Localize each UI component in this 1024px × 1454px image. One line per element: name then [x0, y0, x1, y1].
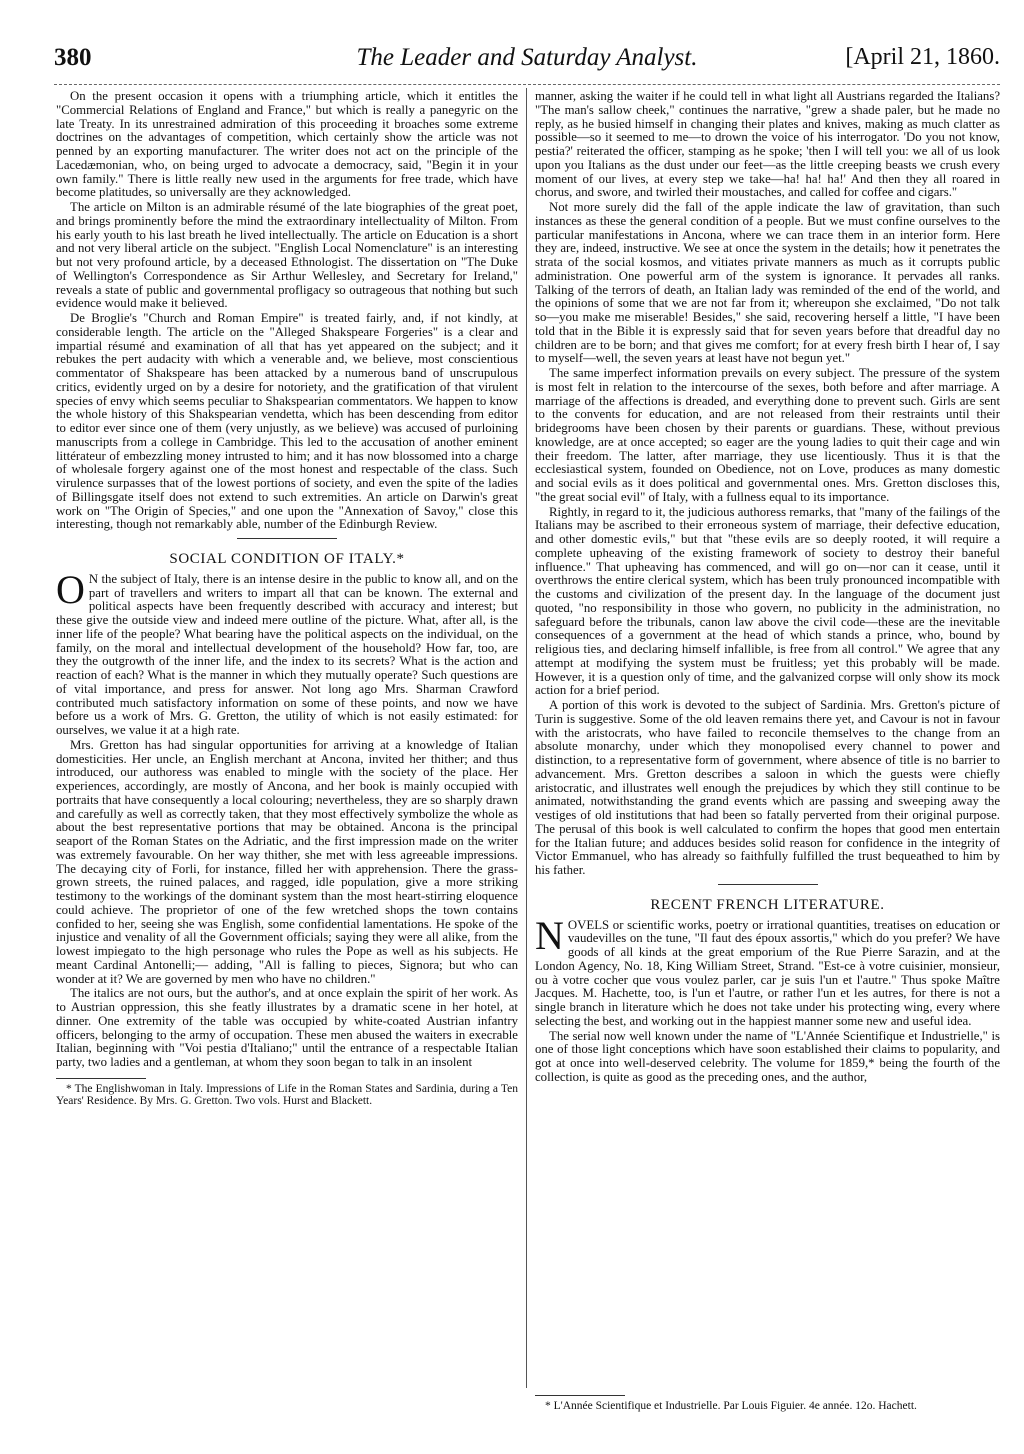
french-heading: RECENT FRENCH LITERATURE. [650, 896, 885, 913]
issue-date: [April 21, 1860. [845, 44, 1000, 70]
italy-paragraph: Mrs. Gretton has had singular opportunities for arriving at a knowledge of Italian domesticities. Her uncle, an English merchant at Ancona, invited her thither; and thus introduced, our authoress was enabled to mingle with the society of the place. Her experiences, accordingly, are mostly of Ancona, and her book is mainly occupied with portraits that have consequently a local colouring; nevertheless, they are so sharply drawn and carefully as well as correctly taken, that they most effectively symbolize the whole as about the best representative portions that may be obtained. Ancona is the principal seaport of the Roman States on the Adriatic, and the first impression made on the writer was extremely favourable. On her way thither, she met with less agreeable impressions. The decaying city of Forli, for instance, filled her with apprehension. There the grass-grown streets, the ruined palaces, and ragged, idle population, give a more striking testimony to the workings of the dominant system than the most heart-stirring eloquence could achieve. The proprietor of one of the few wretched shops the town contains confided to her, seeing she was English, some confidential lamentations. He spoke of the injustice and venality of all the Government officials; saying they were all alike, from the lowest impiegato to the high personage who rules the Pope as well as his subjects. He meant Cardinal Antonelli;— adding, "All is falling to pieces, Signora; but who can wonder at it? We are governed by men who have no children." [56, 737, 518, 986]
italy-paragraph: The same imperfect information prevails on every subject. The pressure of the system is most felt in relation to the intercourse of the sexes, both before and after marriage. A marriage of the affections is dreaded, and everything done to prevent such. Girls are sent to the convents for education, and are not released from their restraints until their bridegrooms have been chosen by their parents or guardians. These, without previous knowledge, are at once accepted; so eager are the young ladies to quit their cage and win their freedom. The latter, after marriage, they use licentiously. Thus it is that the ecclesiastical system, founded on Obedience, not on Love, produces as many domestic and social evils as it does political and governmental ones. Mrs. Gretton discloses this, "the great social evil" of Italy, with a fullness equal to its importance. [535, 366, 1000, 504]
italy-heading: SOCIAL CONDITION OF ITALY.* [169, 551, 405, 567]
italy-first-paragraph [56, 566, 518, 738]
section-rule [718, 884, 818, 885]
footnote-rule [535, 1395, 625, 1396]
footnote: * L'Année Scientifique et Industrielle. Par Louis Figuier. 4e année. 12o. Hachett. [545, 1400, 917, 1412]
french-paragraph: The serial now well known under the name of "L'Année Scientifique et Industrielle," is one of those light conceptions which have soon established their claims to popularity, and got at once into well-deserved celebrity. The volume for 1859,* being the fourth of the collection, is quite as good as the preceding ones, and the author, [535, 1028, 1000, 1084]
page-number: 380 [54, 44, 92, 71]
left-column [56, 90, 518, 1109]
review-paragraph: On the present occasion it opens with a triumphing article, which it entitles the "Commercial Relations of England and France," but which is really a panegyric on the late Treaty. In its unrestrained admiration of this proceeding it broaches some extreme doctrines on the advantages of competition, which certainly show the article was not penned by an exporting manufacturer. The writer does not act on the principle of the Lacedæmonian, who, on being urged to advocate a democracy, said, "Begin it in your own family." There is little really new used in the arguments for free trade, which have become platitudes, so universally are they acknowledged. [56, 89, 518, 200]
french-first-paragraph [535, 912, 1000, 1029]
right-footnote-block [535, 1395, 1000, 1414]
header-rule [54, 84, 1000, 85]
italy-paragraph: The italics are not ours, but the author's, and at once explain the spirit of her work. As to Austrian oppression, this she featly illustrates by a dramatic scene in her hotel, at dinner. One extremity of the table was occupied by white-coated Austrian infantry officers, belonging to the army of occupation. These men abused the waiters in execrable Italian, beginning with "Voi pestia d'Italiano;" until the entrance of a respectable Italian party, two ladies and a gentleman, at whom they soon began to talk in an insolent [56, 986, 518, 1069]
right-column [535, 90, 1000, 1086]
journal-title: The Leader and Saturday Analyst. [356, 44, 698, 71]
footnote-rule [56, 1078, 146, 1079]
footnote: * The Englishwoman in Italy. Impressions of Life in the Roman States and Sardinia, during a Ten Years' Residence. By Mrs. G. Gretton. Two vols. Hurst and Blackett. [56, 1082, 518, 1108]
french-first-text: OVELS or scientific works, poetry or irrational quantities, treatises on education or vaudevilles on the tune, "Il faut des époux assortis," which do you prefer? We have goods of all kinds at the great emporium of the Rue Pierre Sarazin, and at the London Agency, No. 18, King William Street, Strand. "Est-ce à votre cuisinier, monsieur, ou à votre cocher que vous voulez parler, car je suis l'un et l'autre." Thus spoke Maître Jacques. M. Hachette, too, is l'un et l'autre, or rather l'un et les autres, for there is not a single branch in literature which he does not take under his protecting wing, every where selecting the best, and working out in the happiest manner some new and useful idea. [535, 917, 1000, 1028]
section-rule [237, 538, 337, 539]
page-header [54, 42, 1000, 82]
column-divider [526, 88, 527, 1388]
italy-paragraph: Rightly, in regard to it, the judicious authoress remarks, that "many of the failings of the Italians may be ascribed to their erroneous system of marriage, their defective education, and other domestic evils," but that "these evils are so deeply rooted, it will require a complete upheaving of the existing framework of society to destroy their baneful influence." That upheaving has commenced, and will go on—nor can it cease, until it overthrows the entire clerical system, which has been truly pronounced incompatible with the customs and civilization of the present day. In the language of the document just quoted, "no responsibility in those who govern, no publicity in the administration, no safeguard before the tribunals, canon law above the civil code—these are the inevitable consequences of a government at the head of which stands a prince, who, bound by religious ties, and declaring himself infallible, is free from all control." We agree that any attempt at modifying the system must be fruitless; yet this probably will be made. However, it is a question only of time, and the galvanized corpse will only show its mock action for a brief period. [535, 504, 1000, 698]
italy-first-text: N the subject of Italy, there is an intense desire in the public to know all, and on the part of travellers and writers to impart all that can be known. The external and political aspects have been frequently described with accuracy and interest; but these give the outside view and indeed mere outline of the picture. What, after all, is the inner life of the people? What bearing have the political aspects on the individual, on the family, on the moral and intellectual development of the household? How far, too, are they the outgrowth of the inner life, and the index to its secrets? What is the action and reaction of each? What is the manner in which they mutually operate? Such questions are of vital importance, and press for answer. Not long ago Mrs. Sharman Crawford contributed much satisfactory information on some of these points, and now we have before us a work of Mrs. G. Gretton, the utility of which is not easily estimated: for ourselves, we value it at a high rate. [56, 571, 518, 737]
dropcap: O [56, 566, 85, 612]
dropcap: N [535, 912, 564, 958]
review-paragraph: De Broglie's "Church and Roman Empire" is treated fairly, and, if not kindly, at considerable length. The article on the "Alleged Shakspeare Forgeries" is a clear and impartial résumé and examination of all that has yet appeared on the subject; and it rebukes the pert audacity with which a venerable and, we believe, most conscientious commentator of Shakspeare has been attacked by a numerous band of unscrupulous critics, evidently urged on by a desire for notoriety, and the gratification of that virulent species of envy which seems peculiar to Shakspearian commentators. We happen to know the whole history of this Shakspearian vendetta, which has been descending from editor to editor ever since one of them (very unjustly, as we believe) was accused of purloining manuscripts from a college in Cambridge. This led to the accusation of another eminent littérateur of embezzling money intrusted to him; and it has now blossomed into a charge of wholesale forgery against one of the most honest and respectable of the class. Such virulence surpasses that of the lowest portions of society, and even the spite of the ladies of Billingsgate itself does not extend to such extremities. An article on Darwin's great work on "The Origin of Species," and one upon the "Annexation of Savoy," close this interesting, though not remarkably able, number of the Edinburgh Review. [56, 311, 518, 532]
italy-paragraph: A portion of this work is devoted to the subject of Sardinia. Mrs. Gretton's picture of Turin is suggestive. Some of the old leaven remains there yet, and Cavour is not in favour with the aristocrats, who have failed to reconcile themselves to the change from an absolute monarchy, under which they monopolised every channel to power and distinction, to a representative form of government, where absence of title is no barrier to advancement. Mrs. Gretton describes a saloon in which the guests were chiefly aristocratic, and illustrates well enough the prejudices by which they still continue to be animated, notwithstanding the grand events which are passing and sweeping away the vestiges of old institutions that had been so fatally perverted from their original purpose. The perusal of this book is well calculated to confirm the hopes that good men entertain for the Italian future; and adduces besides solid reason for confidence in the integrity of Victor Emmanuel, who has already so faithfully fulfilled the trust bequeathed to him by his father. [535, 698, 1000, 877]
italy-paragraph: Not more surely did the fall of the apple indicate the law of gravitation, than such instances as these the general condition of a people. But we must confine ourselves to the particular manifestations in Ancona, where we can trace them in an interior form. Here they are, indeed, instructive. We see at once the system in the details; how it penetrates the strata of the social kosmos, and vitiates private manners as much as it corrupts public administration. One powerful arm of the system is ignorance. It pervades all ranks. Talking of the terrors of death, an Italian lady was reminded of the end of the world, and the opinions of some that we are not far from it; whereupon she exclaimed, "Do not talk so—you make me miserable! Besides," she said, recovering herself a little, "I have been told that in the Bible it is expressly said that for seven years before that dreadful day no children are to be born; and that gives me comfort; for at every fresh birth I hear of, I say to myself—well, the seven years at least have not begun yet." [535, 200, 1000, 366]
italy-paragraph: manner, asking the waiter if he could tell in what light all Austrians regarded the Italians? "The man's sallow cheek," continues the narrative, "grew a shade paler, but he made no reply, as he busied himself in changing their plates and knives, making as much clatter as possible—so it seemed to me—to drown the voice of his interrogator. 'Do you not know, pestia?' reiterated the officer, stamping as he spoke; 'then I will tell you: we all of us look upon you Italians as the dust under our feet—as the little creeping beasts we crush every moment of our lives, at every step we take—ha! ha! ha!' And then they all roared in chorus, and swore, and twirled their moustaches, and called for coffee and cigars." [535, 89, 1000, 200]
review-paragraph: The article on Milton is an admirable résumé of the late biographies of the great poet, and brings prominently before the mind the extraordinary intellectuality of Milton. From his early youth to his last breath he lived intellectually. The article on Education is a short and not very liberal article on the subject. "English Local Nomenclature" is an interesting but not very profound article, by a deceased Ethnologist. The dissertation on "The Duke of Wellington's Correspondence as Sir Arthur Wellesley, and Secretary for Ireland," reveals a state of public and governmental profligacy so outrageous that nothing but such evidence would make it believed. [56, 200, 518, 311]
